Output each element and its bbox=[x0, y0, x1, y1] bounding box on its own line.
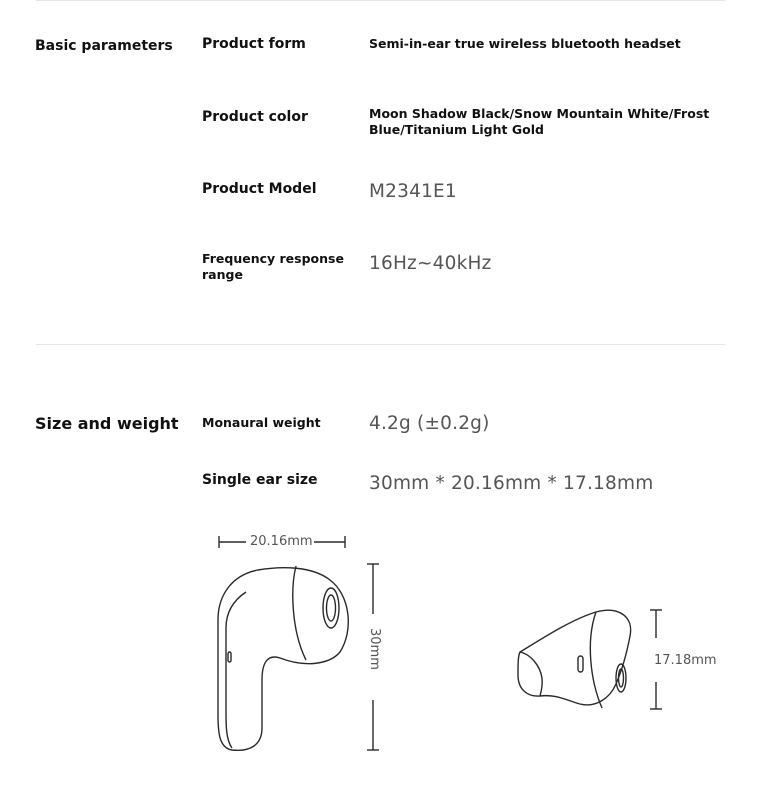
product-model-value: M2341E1 bbox=[369, 181, 457, 202]
product-color-value: Moon Shadow Black/Snow Mountain White/Frost Blue/Titanium Light Gold bbox=[369, 106, 710, 137]
height-dimension-label: 30mm bbox=[367, 628, 382, 670]
frequency-response-value: 16Hz~40kHz bbox=[369, 253, 492, 274]
depth-dimension-label: 17.18mm bbox=[654, 653, 717, 668]
single-ear-size-label: Single ear size bbox=[202, 472, 318, 488]
monaural-weight-value: 4.2g (±0.2g) bbox=[369, 413, 490, 434]
width-dimension-label: 20.16mm bbox=[250, 534, 313, 549]
product-form-label: Product form bbox=[202, 36, 306, 52]
basic-parameters-title: Basic parameters bbox=[35, 38, 173, 54]
product-form-value: Semi-in-ear true wireless bluetooth headset bbox=[369, 36, 681, 51]
product-model-label: Product Model bbox=[202, 181, 317, 197]
single-ear-size-value: 30mm * 20.16mm * 17.18mm bbox=[369, 473, 654, 494]
product-color-label: Product color bbox=[202, 109, 308, 125]
frequency-response-label: Frequency response range bbox=[202, 251, 344, 282]
monaural-weight-label: Monaural weight bbox=[202, 415, 321, 430]
size-weight-title: Size and weight bbox=[35, 414, 179, 433]
